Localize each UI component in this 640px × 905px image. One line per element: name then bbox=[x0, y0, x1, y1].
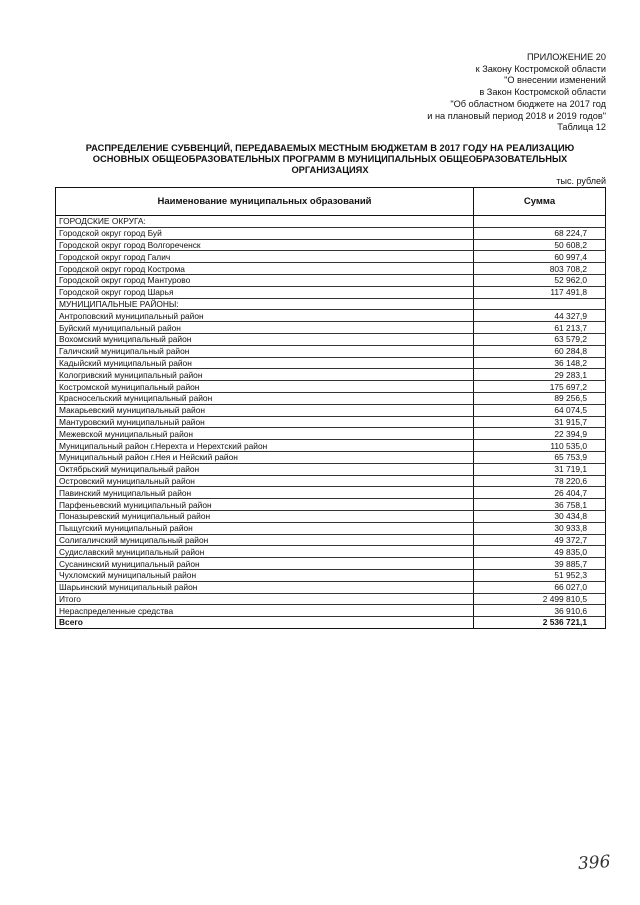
row-sum: 49 835,0 bbox=[474, 546, 606, 558]
table-row bbox=[56, 593, 606, 605]
row-name: Судиславский муниципальный район bbox=[56, 546, 474, 558]
row-sum: 50 608,2 bbox=[474, 239, 606, 251]
total-row bbox=[56, 617, 606, 629]
row-sum: 49 372,7 bbox=[474, 534, 606, 546]
row-name: Муниципальный район г.Нея и Нейский район bbox=[56, 451, 474, 463]
table-row bbox=[56, 392, 606, 404]
table-row bbox=[56, 451, 606, 463]
header-line: в Закон Костромской области bbox=[479, 87, 606, 98]
table-row bbox=[56, 534, 606, 546]
table-row bbox=[56, 345, 606, 357]
row-sum: 68 224,7 bbox=[474, 227, 606, 239]
row-sum: 39 885,7 bbox=[474, 558, 606, 570]
table-row bbox=[56, 286, 606, 298]
row-name: Макарьевский муниципальный район bbox=[56, 404, 474, 416]
row-sum: 44 327,9 bbox=[474, 310, 606, 322]
table-row bbox=[56, 274, 606, 286]
row-name: Октябрьский муниципальный район bbox=[56, 463, 474, 475]
row-sum: 66 027,0 bbox=[474, 581, 606, 593]
table-row bbox=[56, 605, 606, 617]
table-row bbox=[56, 216, 606, 228]
row-sum bbox=[474, 298, 606, 310]
page-number: 396 bbox=[576, 851, 611, 875]
table-body bbox=[56, 216, 606, 629]
row-sum: 803 708,2 bbox=[474, 263, 606, 275]
table-row bbox=[56, 569, 606, 581]
header-line: "О внесении изменений bbox=[504, 75, 606, 86]
row-name: Галичский муниципальный район bbox=[56, 345, 474, 357]
row-name: Кологривский муниципальный район bbox=[56, 369, 474, 381]
row-name: МУНИЦИПАЛЬНЫЕ РАЙОНЫ: bbox=[56, 298, 474, 310]
row-sum: 52 962,0 bbox=[474, 274, 606, 286]
header-line: и на плановый период 2018 и 2019 годов" bbox=[427, 110, 606, 121]
row-name: Сусанинский муниципальный район bbox=[56, 558, 474, 570]
header-line: "Об областном бюджете на 2017 год bbox=[450, 98, 606, 109]
row-sum: 29 283,1 bbox=[474, 369, 606, 381]
table-row bbox=[56, 239, 606, 251]
row-name: Кадыйский муниципальный район bbox=[56, 357, 474, 369]
table-row bbox=[56, 463, 606, 475]
row-name: Шарьинский муниципальный район bbox=[56, 581, 474, 593]
row-name: Городской округ город Волгореченск bbox=[56, 239, 474, 251]
table-row bbox=[56, 251, 606, 263]
table-row bbox=[56, 369, 606, 381]
row-sum: 2 499 810,5 bbox=[474, 593, 606, 605]
table-row bbox=[56, 322, 606, 334]
row-sum: 36 910,6 bbox=[474, 605, 606, 617]
row-name: Вохомский муниципальный район bbox=[56, 333, 474, 345]
row-sum: 61 213,7 bbox=[474, 322, 606, 334]
row-name: Парфеньевский муниципальный район bbox=[56, 499, 474, 511]
row-name: Павинский муниципальный район bbox=[56, 487, 474, 499]
row-sum: 60 284,8 bbox=[474, 345, 606, 357]
row-name: Городской округ город Буй bbox=[56, 227, 474, 239]
table-row bbox=[56, 333, 606, 345]
row-sum: 36 758,1 bbox=[474, 499, 606, 511]
row-name: Городской округ город Галич bbox=[56, 251, 474, 263]
column-header-name: Наименование муниципальных образований bbox=[56, 188, 474, 216]
table-row bbox=[56, 510, 606, 522]
row-sum: 31 915,7 bbox=[474, 416, 606, 428]
row-name: Городской округ город Кострома bbox=[56, 263, 474, 275]
row-sum: 175 697,2 bbox=[474, 381, 606, 393]
row-sum: 36 148,2 bbox=[474, 357, 606, 369]
table-row bbox=[56, 440, 606, 452]
document-title: РАСПРЕДЕЛЕНИЕ СУБВЕНЦИЙ, ПЕРЕДАВАЕМЫХ МЕСТНЫМ БЮДЖЕТАМ В 2017 ГОДУ НА РЕАЛИЗАЦИЮ ОСНОВНЫХ ОБЩЕОБРАЗОВАТЕЛЬНЫХ ПРОГРАММ В МУНИЦИПАЛЬНЫХ ОБЩЕОБРАЗОВАТЕЛЬНЫХ ОРГАНИЗАЦИЯХ bbox=[85, 143, 575, 175]
table-row bbox=[56, 227, 606, 239]
row-name: Поназыревский муниципальный район bbox=[56, 510, 474, 522]
header-line: ПРИЛОЖЕНИЕ 20 bbox=[526, 52, 606, 62]
table-row bbox=[56, 558, 606, 570]
row-sum: 31 719,1 bbox=[474, 463, 606, 475]
table-row bbox=[56, 546, 606, 558]
row-sum: 117 491,8 bbox=[474, 286, 606, 298]
header-line: к Закону Костромской области bbox=[475, 63, 606, 74]
table-row bbox=[56, 263, 606, 275]
row-name: Муниципальный район г.Нерехта и Нерехтский район bbox=[56, 440, 474, 452]
table-row bbox=[56, 487, 606, 499]
row-sum: 51 952,3 bbox=[474, 569, 606, 581]
row-sum: 63 579,2 bbox=[474, 333, 606, 345]
table-row bbox=[56, 522, 606, 534]
appendix-header bbox=[306, 52, 606, 134]
table-row bbox=[56, 357, 606, 369]
table-row bbox=[56, 298, 606, 310]
row-sum: 110 535,0 bbox=[474, 440, 606, 452]
row-name: Городской округ город Шарья bbox=[56, 286, 474, 298]
row-name: Буйский муниципальный район bbox=[56, 322, 474, 334]
table-row bbox=[56, 310, 606, 322]
units-label: тыс. рублей bbox=[556, 176, 606, 186]
total-label: Всего bbox=[56, 617, 474, 629]
table-row bbox=[56, 499, 606, 511]
subsidies-table bbox=[55, 187, 606, 629]
column-header-sum: Сумма bbox=[474, 188, 606, 216]
row-sum bbox=[474, 216, 606, 228]
table-header-row bbox=[56, 188, 606, 216]
row-name: Островский муниципальный район bbox=[56, 475, 474, 487]
table-row bbox=[56, 381, 606, 393]
row-name: Антроповский муниципальный район bbox=[56, 310, 474, 322]
row-name: Мантуровский муниципальный район bbox=[56, 416, 474, 428]
row-sum: 65 753,9 bbox=[474, 451, 606, 463]
row-name: Костромской муниципальный район bbox=[56, 381, 474, 393]
row-sum: 78 220,6 bbox=[474, 475, 606, 487]
row-sum: 64 074,5 bbox=[474, 404, 606, 416]
row-name: Солигаличский муниципальный район bbox=[56, 534, 474, 546]
total-sum: 2 536 721,1 bbox=[474, 617, 606, 629]
table-row bbox=[56, 475, 606, 487]
row-name: Городской округ город Мантурово bbox=[56, 274, 474, 286]
table-row bbox=[56, 581, 606, 593]
table-row bbox=[56, 404, 606, 416]
row-name: ГОРОДСКИЕ ОКРУГА: bbox=[56, 216, 474, 228]
table-row bbox=[56, 416, 606, 428]
row-name: Нераспределенные средства bbox=[56, 605, 474, 617]
row-sum: 60 997,4 bbox=[474, 251, 606, 263]
header-line: Таблица 12 bbox=[557, 122, 606, 133]
row-name: Межевской муниципальный район bbox=[56, 428, 474, 440]
row-name: Итого bbox=[56, 593, 474, 605]
row-sum: 30 434,8 bbox=[474, 510, 606, 522]
row-name: Красносельский муниципальный район bbox=[56, 392, 474, 404]
row-sum: 30 933,8 bbox=[474, 522, 606, 534]
row-name: Пыщугский муниципальный район bbox=[56, 522, 474, 534]
row-name: Чухломский муниципальный район bbox=[56, 569, 474, 581]
row-sum: 26 404,7 bbox=[474, 487, 606, 499]
row-sum: 22 394,9 bbox=[474, 428, 606, 440]
row-sum: 89 256,5 bbox=[474, 392, 606, 404]
table-row bbox=[56, 428, 606, 440]
